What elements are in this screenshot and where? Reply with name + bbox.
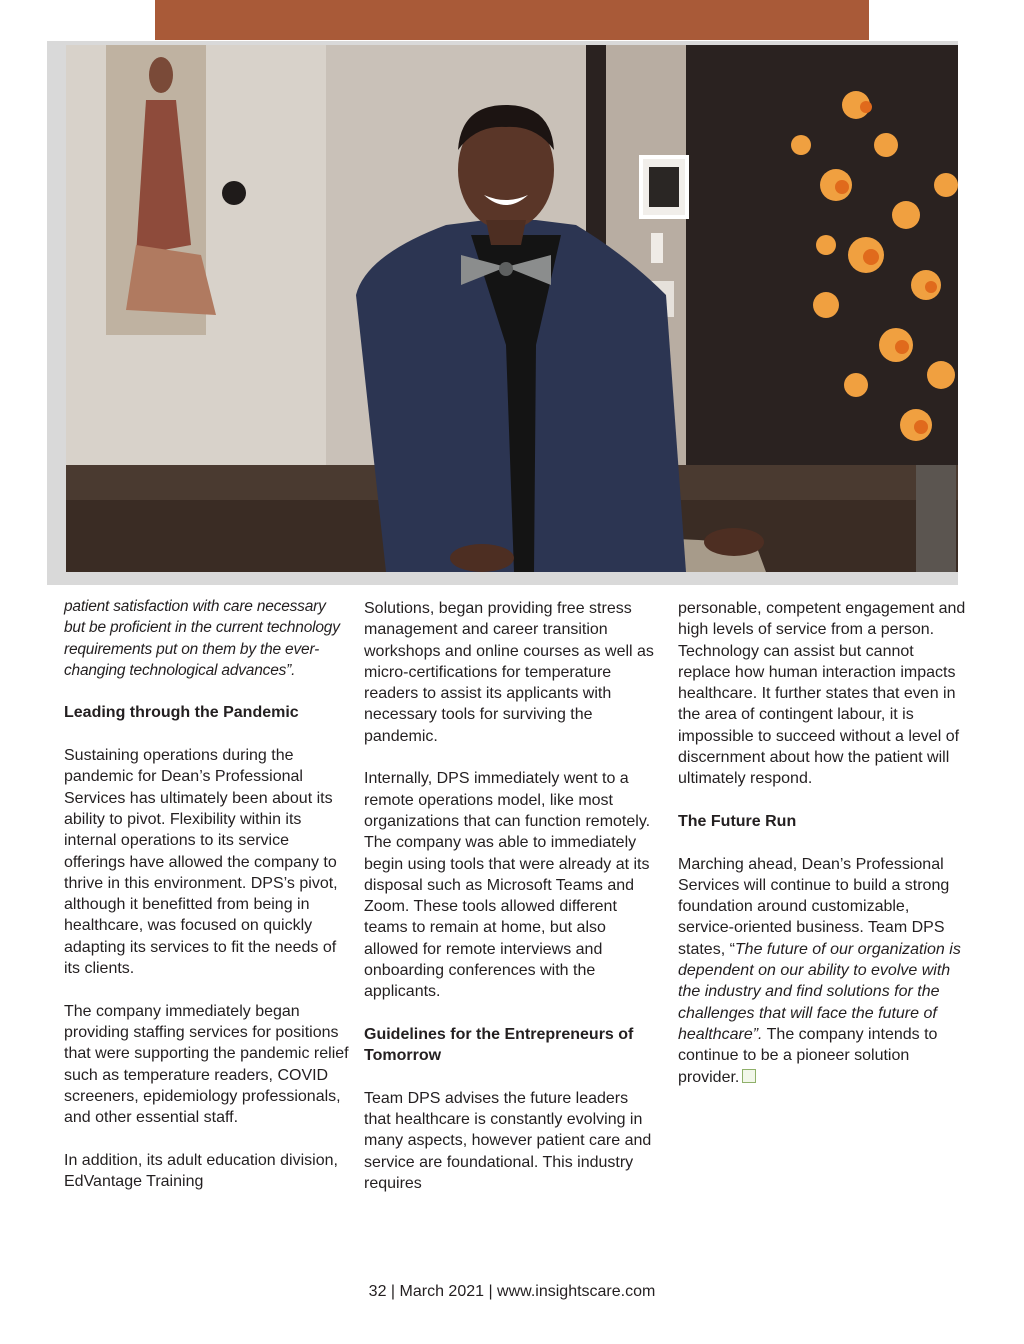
column-3 bbox=[678, 598, 968, 1109]
column-2 bbox=[364, 598, 654, 1216]
column-1 bbox=[64, 596, 349, 1214]
left-hand bbox=[450, 544, 514, 572]
paragraph-remote-operations: Internally, DPS immediately went to a remote operations model, like most organizations that can function remotely. The company was able to immediately begin using tools that were already at its disposal such as Microsoft Teams and Zoom. These tools allowed different teams to remain at home, but also allowed for remote interviews and onboarding conferences with the applicants. bbox=[364, 770, 651, 1001]
paragraph-edvantage-solutions: Solutions, began providing free stress management and career transition workshops and online courses as well as micro-certifications for temperature readers to assist its applicants with necessary tools for surviving the pandemic. bbox=[364, 600, 654, 745]
paragraph-sustaining-operations: Sustaining operations during the pandemic for Dean’s Professional Services has ultimately been about its ability to pivot. Flexibility within its internal operations to its service offerings have allowed the company to thrive in this environment. DPS’s pivot, although it benefitted from being in healthcare, was focused on quickly adapting its services to fit the needs of its clients. bbox=[64, 747, 338, 978]
heading-leading-through-pandemic: Leading through the Pandemic bbox=[64, 704, 299, 722]
right-hand bbox=[704, 528, 764, 556]
vase bbox=[916, 465, 956, 572]
page-footer: 32 | March 2021 | www.insightscare.com bbox=[368, 1283, 656, 1300]
marching-text-end: The company intends to continue to be a pioneer solution provider. bbox=[678, 1025, 938, 1086]
quote-continuation: patient satisfaction with care necessary but be proficient in the current technology requirements put on them by the ever-changing technological advances”. bbox=[64, 598, 340, 679]
neck bbox=[486, 220, 526, 245]
paragraph-adult-education: In addition, its adult education division, EdVantage Training bbox=[64, 1151, 338, 1191]
marching-text-start: Marching ahead, Dean’s Professional Services will continue to build a strong foundation around customizable, service-oriented business. Team DPS states, “ bbox=[678, 855, 950, 958]
portrait-illustration bbox=[66, 45, 958, 572]
heading-future-run: The Future Run bbox=[678, 812, 797, 830]
marching-quote: The future of our organization is dependent on our ability to evolve with the industry and find solutions for the challenges that will face the future of healthcare”. bbox=[678, 940, 961, 1043]
wall-knob bbox=[222, 181, 246, 205]
paragraph-personable-engagement: personable, competent engagement and high levels of service from a person. Technology can assist but cannot replace how human interaction impacts healthcare. It further states that even in the area of contingent labour, it is impossible to succeed without a level of discernment about how the patient will ultimately respond. bbox=[678, 600, 966, 788]
article-end-icon bbox=[742, 1069, 756, 1083]
paragraph-staffing-services: The company immediately began providing staffing services for positions that were supporting the pandemic relief such as temperature readers, COVID screeners, epidemiology professionals, and other essential staff. bbox=[64, 1002, 349, 1127]
heading-guidelines-entrepreneurs: Guidelines for the Entrepreneurs of Tomorrow bbox=[364, 1025, 634, 1065]
paragraph-marching-ahead bbox=[678, 854, 968, 1088]
top-color-bar bbox=[155, 0, 869, 40]
portrait-photo bbox=[66, 45, 958, 572]
paragraph-team-dps-advises: Team DPS advises the future leaders that healthcare is constantly evolving in many aspects, however patient care and service are foundational. This industry requires bbox=[364, 1089, 652, 1193]
photo-frame bbox=[47, 41, 958, 585]
